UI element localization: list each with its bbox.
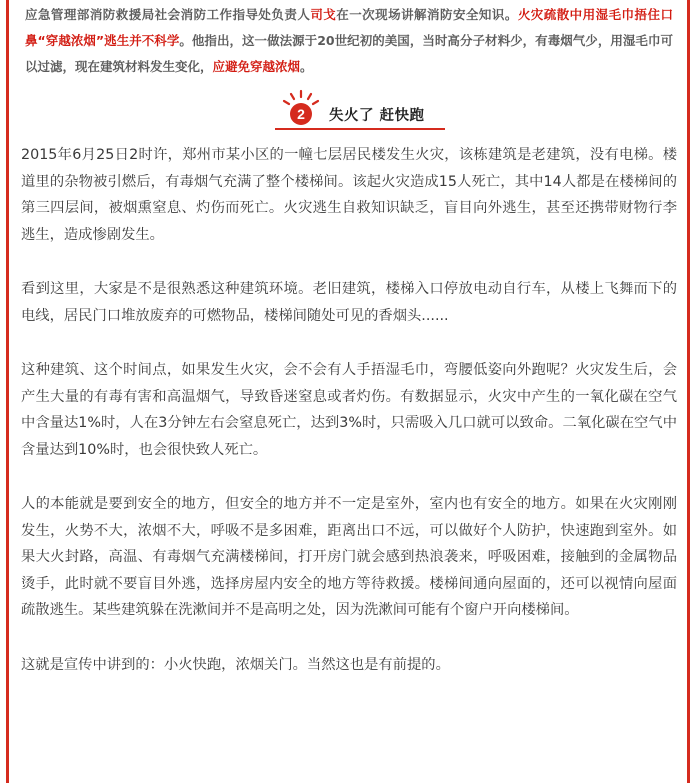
body-paragraph-3: 这种建筑、这个时间点，如果发生火灾，会不会有人手捂湿毛巾，弯腰低姿向外跑呢？火灾发生后，会产生大量的有毒有害和高温烟气，导致昏迷窒息或者灼伤。有数据显示，火灾中产生的一氧化碳在空气中含量达1%时，人在3分钟左右会窒息死亡，达到3%时，只需吸入几口就可以致命。二氧化碳在空气中含量达到10%时，也会很快致人死亡。	[21, 362, 677, 458]
intro-text-2: 在一次现场讲解消防安全知识。	[336, 7, 518, 22]
section-title: 失火了 赶快跑	[329, 108, 425, 124]
section-underline	[275, 128, 445, 130]
body-paragraph-1: 2015年6月25日2时许，郑州市某小区的一幢七层居民楼发生火灾，该栋建筑是老建筑，没有电梯。楼道里的杂物被引燃后，有毒烟气充满了整个楼梯间。该起火灾造成15人死亡，其中14人都是在楼梯间的第三四层间，被烟熏窒息、灼伤而死亡。火灾逃生自救知识缺乏，盲目向外逃生，甚至还携带财物行李逃生，造成惨剧发生。	[21, 147, 677, 243]
intro-highlight-2: 应避免穿越浓烟	[212, 59, 301, 74]
intro-person-name: 司戈	[310, 7, 337, 22]
intro-paragraph	[9, 0, 687, 80]
body-paragraph-2: 看到这里，大家是不是很熟悉这种建筑环境。老旧建筑，楼梯入口停放电动自行车，从楼上飞舞而下的电线，居民门口堆放废弃的可燃物品，楼梯间随处可见的香烟头......	[21, 281, 677, 324]
intro-highlight-1: 火灾疏散中用湿毛巾捂住口鼻“穿越浓烟”逃生并不科学	[25, 7, 673, 48]
section-number-badge	[279, 88, 323, 132]
intro-text-3: 。他指出，这一做法源于20世纪初的美国，当时高分子材料少，有毒烟气少，用湿毛巾可以过滤，现在建筑材料发生变化，	[25, 33, 673, 74]
section-number: 2	[297, 106, 305, 122]
body-paragraph-4: 人的本能就是要到安全的地方，但安全的地方并不一定是室外，室内也有安全的地方。如果在火灾刚刚发生，火势不大，浓烟不大，呼吸不是多困难，距离出口不远，可以做好个人防护，快速跑到室外。如果大火封路，高温、有毒烟气充满楼梯间，打开房门就会感到热浪袭来，呼吸困难，接触到的金属物品烫手，此时就不要盲目外逃，选择房屋内安全的地方等待救援。楼梯间通向屋面的，还可以视情向屋面疏散逃生。某些建筑躲在洗漱间并不是高明之处，因为洗漱间可能有个窗户开向楼梯间。	[21, 496, 677, 618]
body-paragraph-5: 这就是宣传中讲到的：小火快跑，浓烟关门。当然这也是有前提的。	[21, 656, 450, 673]
intro-text-1: 应急管理部消防救援局社会消防工作指导处负责人	[25, 7, 311, 22]
intro-text-4: 。	[300, 59, 313, 74]
section-heading	[9, 88, 687, 132]
article-frame	[6, 0, 690, 783]
article-body	[9, 142, 687, 678]
